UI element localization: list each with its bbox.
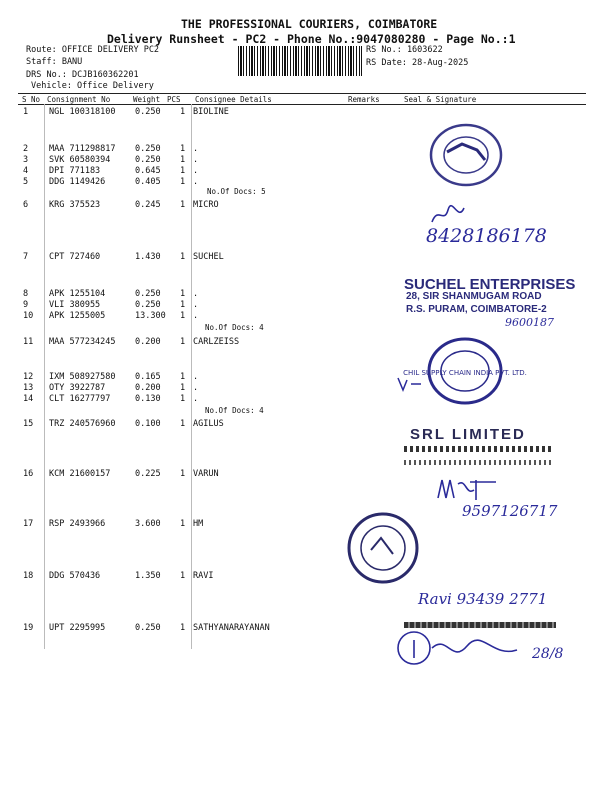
row-consignee: SUCHEL: [193, 252, 224, 262]
signature-phone-row10: 9600187: [505, 316, 554, 329]
staff-label: Staff: BANU: [26, 57, 83, 67]
round-seal-stamp: [427, 122, 505, 188]
row-weight: 1.350: [135, 571, 161, 581]
signature-scribble: [395, 374, 423, 394]
chil-stamp-text: CHIL SUPPLY CHAIN INDIA PVT. LTD.: [403, 369, 527, 377]
row-weight: 0.250: [135, 107, 161, 117]
row-weight: 1.430: [135, 252, 161, 262]
row-pcs: 1: [180, 372, 186, 382]
col-sno: S No: [22, 95, 41, 104]
col-consignee: Consignee Details: [195, 95, 272, 104]
row-sno: 5: [23, 177, 29, 187]
column-divider: [44, 104, 45, 649]
row-consignee: BIOLINE: [193, 107, 229, 117]
row-consignee: .: [193, 394, 199, 404]
route-label: Route: OFFICE DELIVERY PC2: [26, 45, 160, 55]
row-sno: 1: [23, 107, 29, 117]
row-consignment-no: MAA 711298817: [49, 144, 116, 154]
signature-row18: Ravi 93439 2771: [418, 590, 548, 608]
srl-stamp-border: [404, 446, 554, 452]
row-consignment-no: DPI 771183: [49, 166, 101, 176]
signature-scribble: [436, 476, 502, 504]
row-consignee: .: [193, 155, 199, 165]
row-sno: 10: [23, 311, 34, 321]
row-consignment-no: UPT 2295995: [49, 623, 106, 633]
suchel-stamp-name: SUCHEL ENTERPRISES: [404, 276, 576, 293]
company-title: THE PROFESSIONAL COURIERS, COIMBATORE: [181, 17, 438, 31]
row-consignment-no: APK 1255104: [49, 289, 106, 299]
row-pcs: 1: [180, 383, 186, 393]
chil-seal-stamp: [403, 336, 527, 406]
row-consignment-no: DDG 570436: [49, 571, 101, 581]
suchel-stamp-city: R.S. PURAM, COIMBATORE-2: [406, 304, 547, 315]
stamp-strike: [404, 622, 556, 628]
row-weight: 0.130: [135, 394, 161, 404]
row-pcs: 1: [180, 337, 186, 347]
row-consignee: .: [193, 289, 199, 299]
row-weight: 0.250: [135, 144, 161, 154]
row-consignee: .: [193, 177, 199, 187]
doc-count: No.Of Docs: 5: [207, 187, 266, 196]
row-consignment-no: APK 1255005: [49, 311, 106, 321]
row-sno: 3: [23, 155, 29, 165]
row-pcs: 1: [180, 419, 186, 429]
row-sno: 14: [23, 394, 34, 404]
row-pcs: 1: [180, 311, 186, 321]
row-weight: 13.300: [135, 311, 166, 321]
signature-scribble: [392, 630, 522, 670]
row-sno: 12: [23, 372, 34, 382]
row-consignee: CARLZEISS: [193, 337, 240, 347]
row-sno: 15: [23, 419, 34, 429]
row-consignment-no: KCM 21600157: [49, 469, 111, 479]
srl-stamp: SRL LIMITED: [410, 426, 526, 443]
row-pcs: 1: [180, 252, 186, 262]
srl-stamp-border: [404, 460, 554, 465]
row-sno: 8: [23, 289, 29, 299]
row-consignee: MICRO: [193, 200, 219, 210]
row-consignee: RAVI: [193, 571, 214, 581]
row-sno: 18: [23, 571, 34, 581]
row-weight: 0.245: [135, 200, 161, 210]
row-sno: 13: [23, 383, 34, 393]
row-pcs: 1: [180, 623, 186, 633]
row-sno: 16: [23, 469, 34, 479]
row-pcs: 1: [180, 519, 186, 529]
col-seal: Seal & Signature: [404, 95, 477, 104]
row-pcs: 1: [180, 107, 186, 117]
column-divider: [191, 104, 192, 649]
barcode-image: [238, 46, 362, 76]
suchel-stamp-address: 28, SIR SHANMUGAM ROAD: [406, 291, 542, 302]
row-weight: 0.250: [135, 300, 161, 310]
signature-date-row19: 28/8: [532, 646, 564, 662]
runsheet-subtitle: Delivery Runsheet - PC2 - Phone No.:9047080280 - Page No.:1: [107, 32, 516, 46]
row-weight: 0.200: [135, 337, 161, 347]
row-consignee: SATHYANARAYANAN: [193, 623, 270, 633]
col-pcs: PCS: [167, 95, 181, 104]
row-weight: 0.250: [135, 623, 161, 633]
row-weight: 0.250: [135, 289, 161, 299]
row-consignment-no: RSP 2493966: [49, 519, 106, 529]
doc-count: No.Of Docs: 4: [205, 323, 264, 332]
row-consignee: .: [193, 300, 199, 310]
row-consignment-no: KRG 375523: [49, 200, 101, 210]
row-weight: 0.250: [135, 155, 161, 165]
row-consignment-no: CLT 16277797: [49, 394, 111, 404]
row-consignment-no: NGL 100318100: [49, 107, 116, 117]
row-pcs: 1: [180, 200, 186, 210]
col-consignment: Consignment No: [47, 95, 111, 104]
row-consignee: .: [193, 311, 199, 321]
row-weight: 3.600: [135, 519, 161, 529]
row-weight: 0.200: [135, 383, 161, 393]
rs-date: RS Date: 28-Aug-2025: [366, 58, 469, 68]
doc-count: No.Of Docs: 4: [205, 406, 264, 415]
row-consignee: .: [193, 166, 199, 176]
row-consignee: HM: [193, 519, 204, 529]
round-seal-stamp: [345, 510, 421, 586]
signature-scribble: [430, 204, 466, 226]
row-consignee: .: [193, 144, 199, 154]
row-weight: 0.225: [135, 469, 161, 479]
row-weight: 0.645: [135, 166, 161, 176]
col-weight: Weight: [133, 95, 161, 104]
row-consignee: AGILUS: [193, 419, 224, 429]
row-sno: 17: [23, 519, 34, 529]
row-pcs: 1: [180, 166, 186, 176]
header-rule-bottom: [18, 104, 586, 105]
row-pcs: 1: [180, 469, 186, 479]
row-consignment-no: SVK 60580394: [49, 155, 111, 165]
row-consignment-no: MAA 577234245: [49, 337, 116, 347]
row-weight: 0.100: [135, 419, 161, 429]
row-sno: 19: [23, 623, 34, 633]
row-consignment-no: OTY 3922787: [49, 383, 106, 393]
row-weight: 0.165: [135, 372, 161, 382]
row-pcs: 1: [180, 300, 186, 310]
row-sno: 6: [23, 200, 29, 210]
row-sno: 2: [23, 144, 29, 154]
row-consignee: VARUN: [193, 469, 219, 479]
row-pcs: 1: [180, 289, 186, 299]
row-consignee: .: [193, 372, 199, 382]
signature-phone-row16: 9597126717: [462, 502, 558, 520]
row-pcs: 1: [180, 571, 186, 581]
signature-phone-row6: 8428186178: [426, 225, 547, 247]
row-consignment-no: IXM 508927580: [49, 372, 116, 382]
row-sno: 9: [23, 300, 29, 310]
row-pcs: 1: [180, 155, 186, 165]
row-weight: 0.405: [135, 177, 161, 187]
row-consignment-no: TRZ 240576960: [49, 419, 116, 429]
row-sno: 11: [23, 337, 34, 347]
rs-number: RS No.: 1603622: [366, 45, 443, 55]
row-consignee: .: [193, 383, 199, 393]
row-pcs: 1: [180, 394, 186, 404]
vehicle-label: Vehicle: Office Delivery: [31, 81, 154, 91]
row-pcs: 1: [180, 177, 186, 187]
col-remarks: Remarks: [348, 95, 380, 104]
row-pcs: 1: [180, 144, 186, 154]
drs-label: DRS No.: DCJB160362201: [26, 70, 139, 80]
row-consignment-no: DDG 1149426: [49, 177, 106, 187]
header-rule-top: [18, 93, 586, 94]
row-consignment-no: VLI 380955: [49, 300, 101, 310]
row-sno: 4: [23, 166, 29, 176]
row-sno: 7: [23, 252, 29, 262]
row-consignment-no: CPT 727460: [49, 252, 101, 262]
